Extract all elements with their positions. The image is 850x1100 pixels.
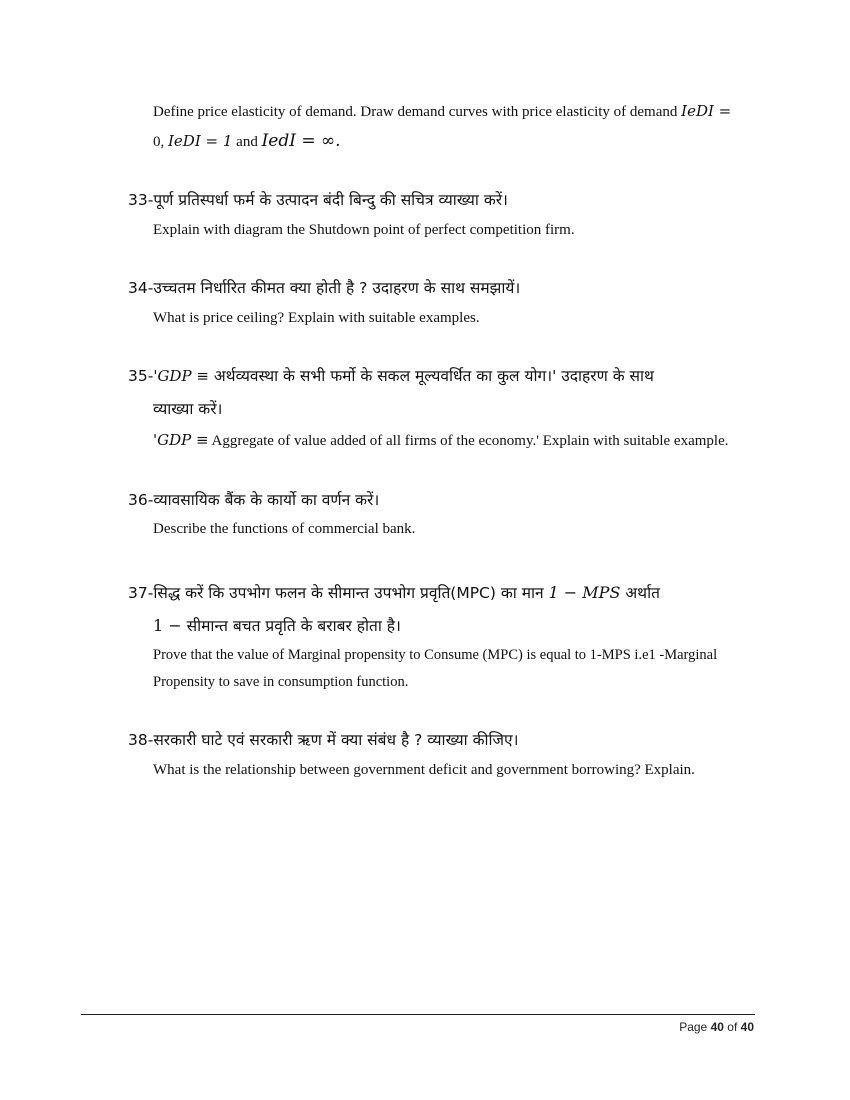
q36-number: 36- (128, 491, 154, 509)
q38-hindi: 38-सरकारी घाटे एवं सरकारी ऋण में क्या संबंध है ? व्याख्या कीजिए। (128, 731, 519, 749)
q37-english-line1: Prove that the value of Marginal propensity to Consume (MPC) is equal to 1-MPS i.e1 -Marginal (153, 647, 718, 663)
q37-english-line2: Propensity to save in consumption function. (153, 674, 409, 690)
current-page: 40 (710, 1020, 724, 1034)
q32-english-line2: 0, IeDI = 1 and IedI = ∞. (153, 131, 341, 151)
q32-english-line1: Define price elasticity of demand. Draw demand curves with price elasticity of demand IeDI = (153, 102, 732, 120)
q35-hindi-line1: 35-'GDP ≡ अर्थव्यवस्था के सभी फर्मो के सकल मूल्यवर्धित का कुल योग।' उदाहरण के साथ (128, 367, 654, 385)
q36-english: Describe the functions of commercial bank. (153, 521, 416, 537)
q33-number: 33- (128, 191, 154, 209)
q34-number: 34- (128, 279, 154, 297)
q35-number: 35- (128, 367, 154, 385)
q37-hindi-line1: 37-सिद्ध करें कि उपभोग फलन के सीमान्त उपभोग प्रवृति(MPC) का मान 1 − MPS अर्थात (128, 583, 660, 602)
q34-hindi: 34-उच्चतम निर्धारित कीमत क्या होती है ? उदाहरण के साथ समझायें। (128, 279, 521, 297)
footer-divider (81, 1014, 755, 1015)
q35-english: 'GDP ≡ Aggregate of value added of all firms of the economy.' Explain with suitable example. (153, 431, 729, 449)
q33-english: Explain with diagram the Shutdown point of perfect competition firm. (153, 222, 575, 238)
q36-hindi: 36-व्यावसायिक बैंक के कार्यो का वर्णन करें। (128, 491, 380, 509)
q35-hindi-line2: व्याख्या करें। (153, 400, 223, 418)
total-pages: 40 (740, 1020, 754, 1034)
q32-math-ed: IeDI = (681, 102, 732, 120)
q34-english: What is price ceiling? Explain with suitable examples. (153, 310, 480, 326)
q37-number: 37- (128, 584, 154, 602)
q37-hindi-line2: 1 − सीमान्त बचत प्रवृति के बराबर होता है। (153, 616, 401, 635)
q38-number: 38- (128, 731, 154, 749)
page-number: Page 40 of 40 (679, 1020, 754, 1034)
q33-hindi: 33-पूर्ण प्रतिस्पर्धा फर्म के उत्पादन बंदी बिन्दु की सचित्र व्याख्या करें। (128, 191, 508, 209)
q38-english: What is the relationship between government deficit and government borrowing? Explain. (153, 762, 695, 778)
